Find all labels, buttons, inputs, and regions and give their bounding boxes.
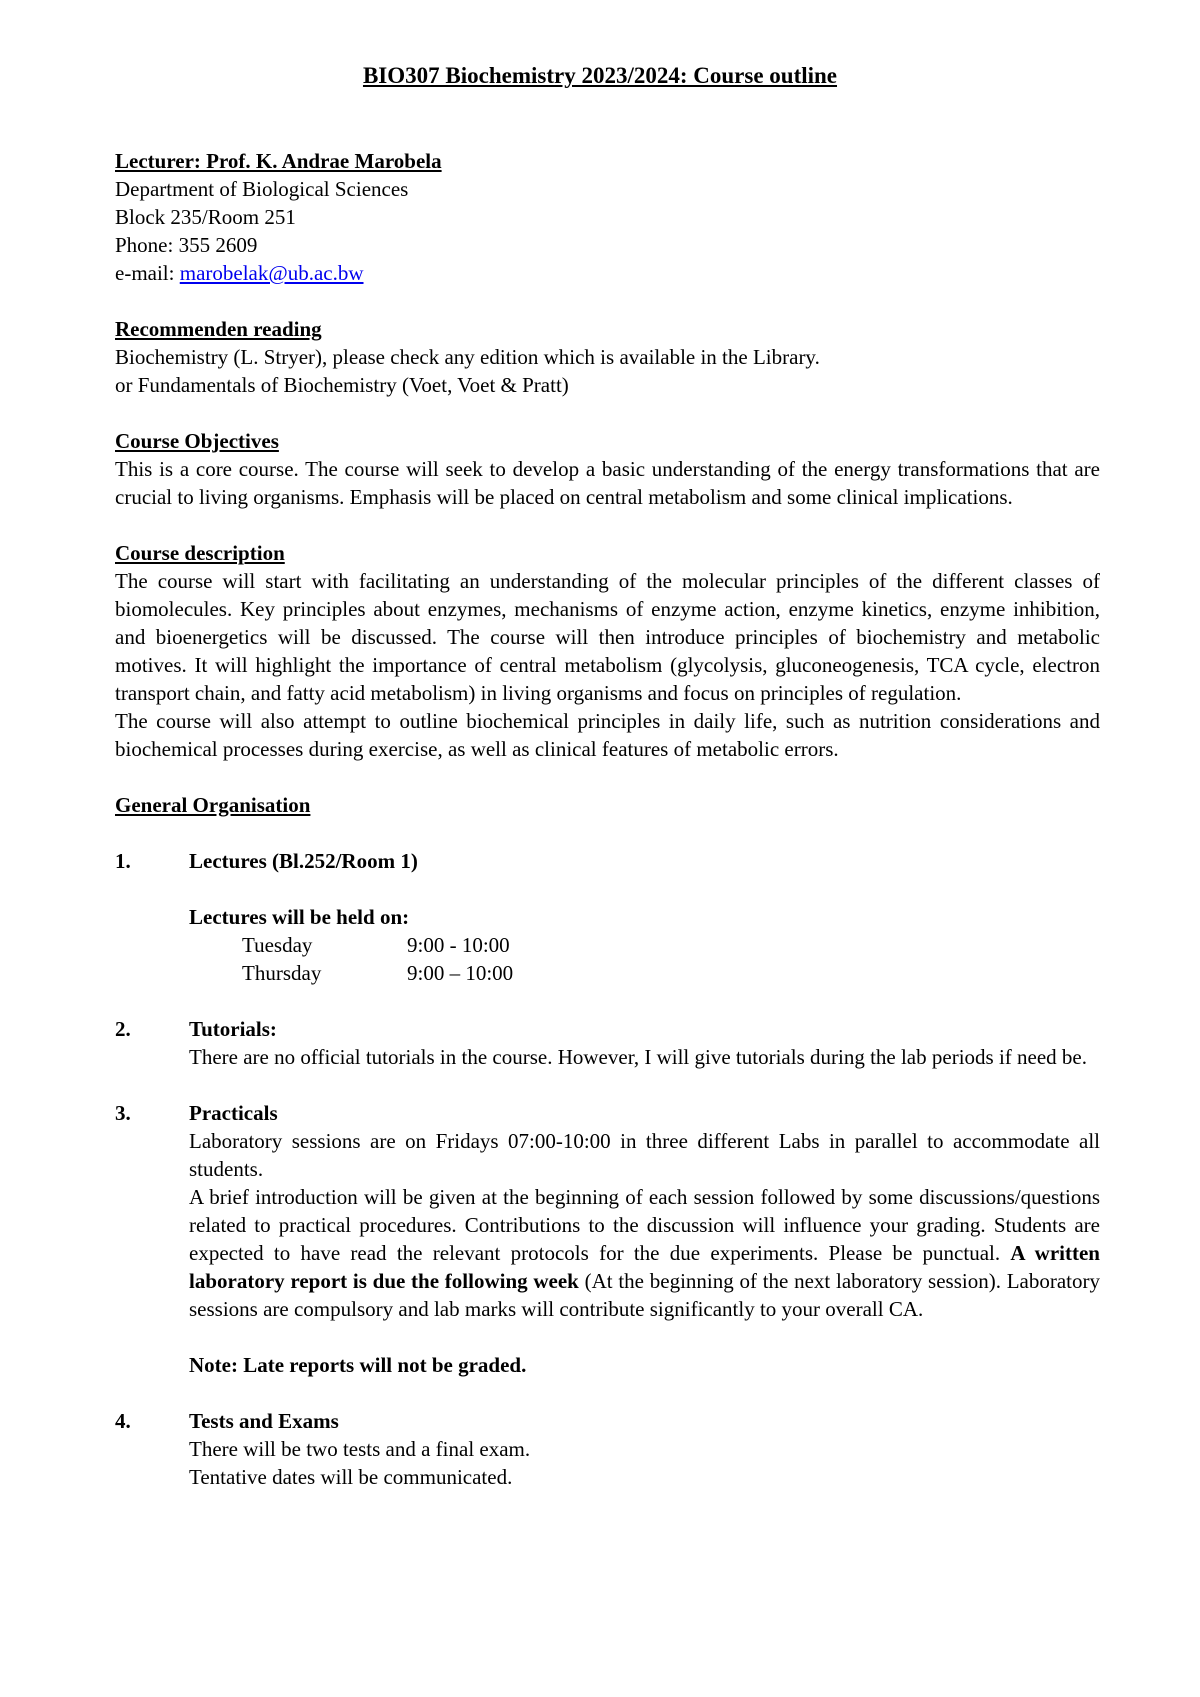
description-paragraph-1: The course will start with facilitating an understanding of the molecular principles of the different classes of biomolecules. Key principles about enzymes, mechanisms of enzyme action, enzyme kinetics, enzyme inhibition, and bioenergetics will be discussed. The course will then introduce principles of biochemistry and metabolic motives. It will highlight the importance of central metabolism (glycolysis, gluconeogenesis, TCA cycle, electron transport chain, and fatty acid metabolism) in living organisms and focus on principles of regulation.	[115, 569, 1100, 705]
schedule-time: 9:00 – 10:00	[407, 961, 514, 985]
tests-line-1: There will be two tests and a final exam.	[189, 1437, 531, 1461]
practicals-text-end: (At the beginning of the next laboratory session). Laboratory sessions are compulsory and lab marks will contribute significantly to your overall CA.	[189, 1269, 1100, 1321]
list-item-tests	[115, 1407, 1100, 1491]
reading-heading: Recommenden reading	[115, 317, 322, 341]
tests-line-2: Tentative dates will be communicated.	[189, 1465, 513, 1489]
document-body	[115, 147, 1100, 1519]
schedule-row	[189, 959, 1100, 987]
organisation-section	[115, 791, 1100, 819]
item-number: 1.	[115, 849, 131, 873]
item-number: 3.	[115, 1101, 131, 1125]
lecturer-section	[115, 147, 1100, 287]
lecturer-email-line	[115, 259, 1100, 287]
tutorials-text: There are no official tutorials in the course. However, I will give tutorials during the lab periods if need be.	[189, 1045, 1087, 1069]
practicals-paragraph-1: Laboratory sessions are on Fridays 07:00-10:00 in three different Labs in parallel to accommodate all students.	[189, 1129, 1100, 1181]
objectives-section	[115, 427, 1100, 511]
schedule-day: Thursday	[242, 961, 322, 985]
reading-line-1: Biochemistry (L. Stryer), please check any edition which is available in the Library.	[115, 345, 820, 369]
organisation-heading: General Organisation	[115, 793, 311, 817]
schedule-time: 9:00 - 10:00	[407, 933, 510, 957]
practicals-paragraph-2	[189, 1183, 1100, 1323]
description-paragraph-2: The course will also attempt to outline biochemical principles in daily life, such as nutrition considerations and biochemical processes during exercise, as well as clinical features of metabolic errors.	[115, 709, 1100, 761]
lecturer-department: Department of Biological Sciences	[115, 177, 409, 201]
practicals-title: Practicals	[189, 1101, 278, 1125]
lecturer-phone: Phone: 355 2609	[115, 233, 258, 257]
lecturer-location: Block 235/Room 251	[115, 205, 296, 229]
description-heading: Course description	[115, 541, 285, 565]
objectives-text: This is a core course. The course will seek to develop a basic understanding of the energy transformations that are crucial to living organisms. Emphasis will be placed on central metabolism and some clinical implications.	[115, 457, 1100, 509]
reading-section	[115, 315, 1100, 399]
practicals-text-start: A brief introduction will be given at the beginning of each session followed by some discussions/questions related to practical procedures. Contributions to the discussion will influence your grading. Students are expected to have read the relevant protocols for the due experiments. Please be punctual.	[189, 1185, 1100, 1265]
lecturer-heading: Lecturer: Prof. K. Andrae Marobela	[115, 149, 442, 173]
reading-line-2: or Fundamentals of Biochemistry (Voet, Voet & Pratt)	[115, 373, 569, 397]
tutorials-title: Tutorials:	[189, 1017, 277, 1041]
list-item-practicals	[115, 1099, 1100, 1379]
schedule-row	[189, 931, 1100, 959]
late-reports-note: Note: Late reports will not be graded.	[189, 1353, 527, 1377]
lectures-schedule-title: Lectures will be held on:	[189, 905, 410, 929]
description-section	[115, 539, 1100, 763]
page-title: BIO307 Biochemistry 2023/2024: Course outline	[362, 63, 838, 88]
email-link[interactable]: marobelak@ub.ac.bw	[179, 261, 364, 285]
item-number: 2.	[115, 1017, 131, 1041]
list-item-lectures	[115, 847, 1100, 987]
schedule-day: Tuesday	[242, 933, 313, 957]
tests-title: Tests and Exams	[189, 1409, 339, 1433]
practicals-report-emphasis: A written laboratory report is due the following week	[189, 1241, 1100, 1293]
email-label: e-mail:	[115, 261, 180, 285]
item-number: 4.	[115, 1409, 131, 1433]
objectives-heading: Course Objectives	[115, 429, 279, 453]
list-item-tutorials	[115, 1015, 1100, 1071]
lectures-title: Lectures (Bl.252/Room 1)	[189, 849, 418, 873]
